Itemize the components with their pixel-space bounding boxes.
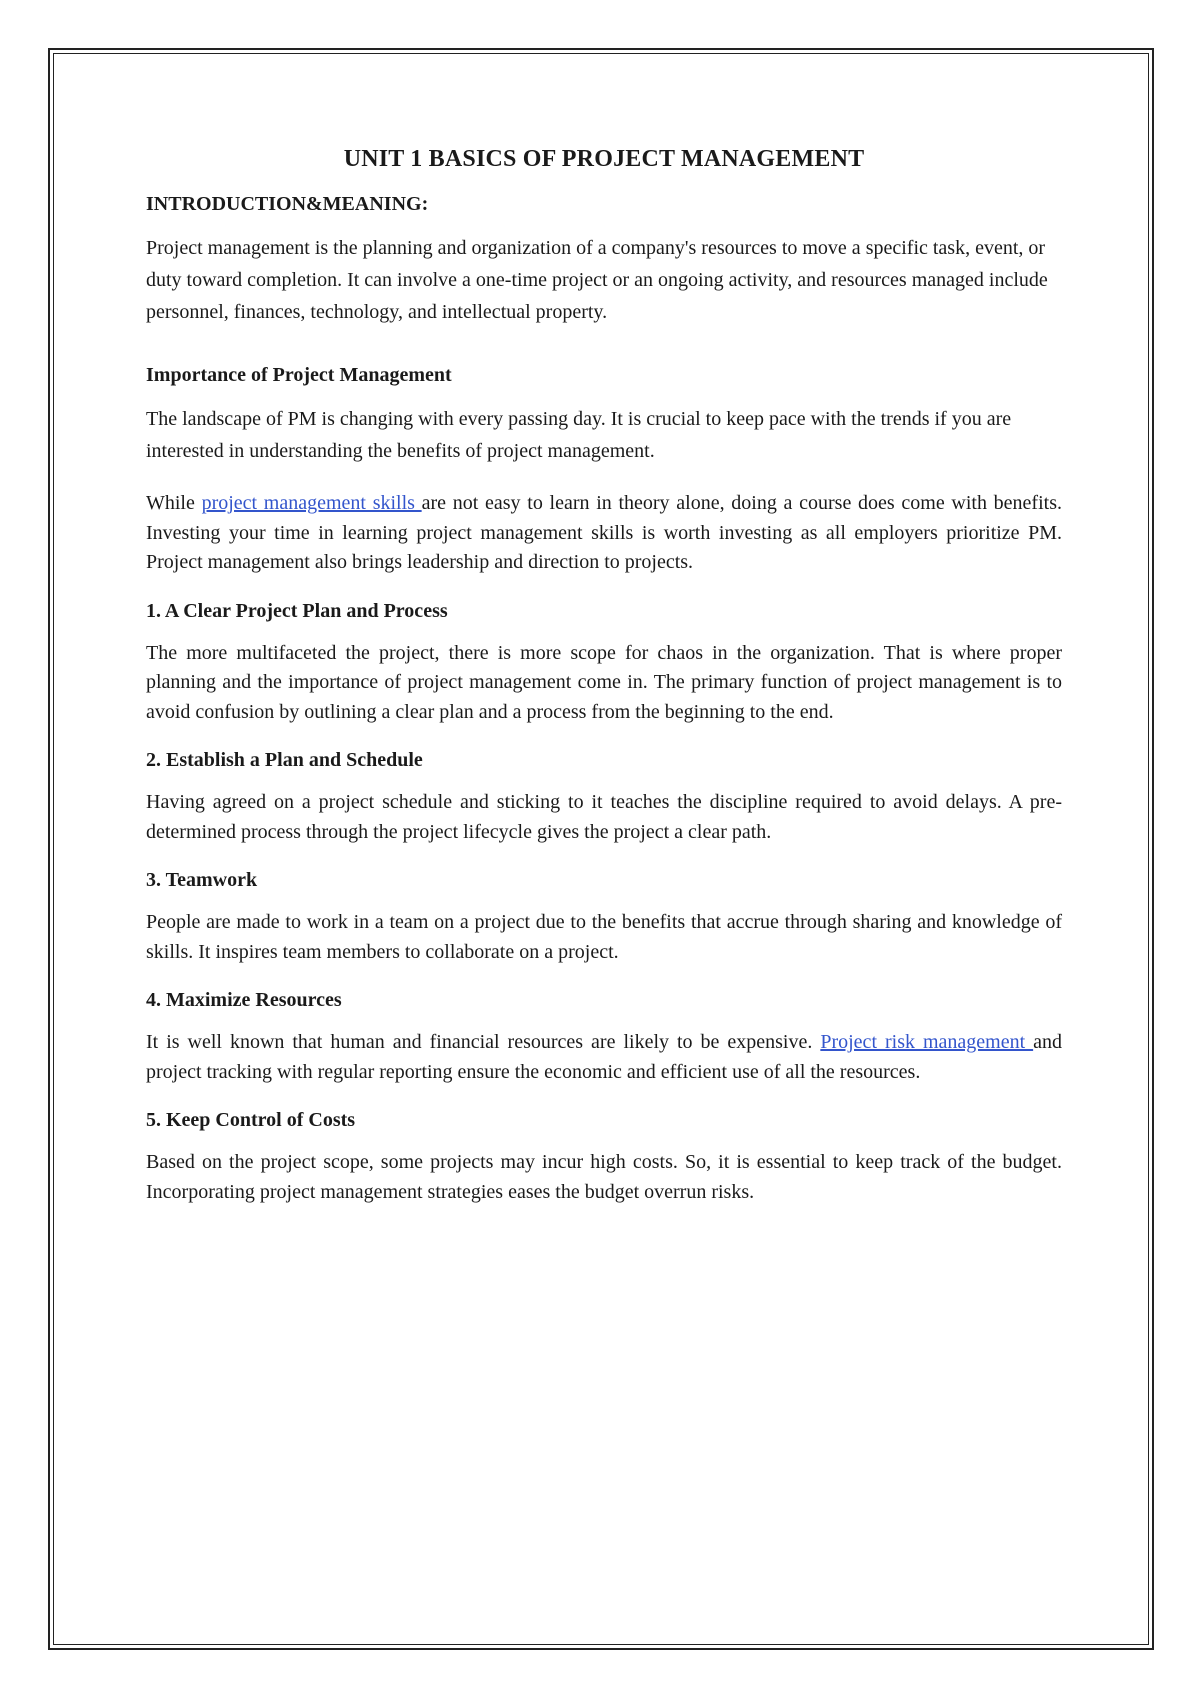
section-heading-1: 1. A Clear Project Plan and Process: [146, 599, 448, 622]
project-risk-management-link[interactable]: Project risk management: [820, 1031, 1034, 1053]
section-text-2: Having agreed on a project schedule and sticking to it teaches the discipline required to avoid delays. A pre-determined process through the project lifecycle gives the project a clear path.: [146, 791, 1062, 843]
importance-heading: Importance of Project Management: [146, 364, 452, 386]
section-text-3: People are made to work in a team on a project due to the benefits that accrue through sharing and knowledge of skills. It inspires team members to collaborate on a project.: [146, 911, 1062, 963]
section-4-text-post: and project tracking with regular reporting ensure the economic and efficient use of all the resources.: [146, 1031, 1063, 1083]
document-body: [146, 146, 1062, 1229]
section-text-5: Based on the project scope, some projects may incur high costs. So, it is essential to keep track of the budget. Incorporating project management strategies eases the budget overrun risks.: [146, 1151, 1062, 1203]
importance-text-pre: While: [146, 492, 202, 514]
section-heading-2: 2. Establish a Plan and Schedule: [146, 749, 423, 771]
section-heading-5: 5. Keep Control of Costs: [146, 1109, 356, 1131]
importance-paragraph-1: The landscape of PM is changing with every passing day. It is crucial to keep pace with the trends if you are interested in understanding the benefits of project management.: [146, 408, 1012, 462]
section-heading-4: 4. Maximize Resources: [146, 989, 342, 1011]
importance-text-post: are not easy to learn in theory alone, doing a course does come with benefits. Investing your time in learning project management skills is worth investing as all employers prioritize PM. Project management also brings leadership and direction to projects.: [146, 492, 1062, 573]
section-text-1: The more multifaceted the project, there is more scope for chaos in the organization. That is where proper planning and the importance of project management come in. The primary function of project management is to avoid confusion by outlining a clear plan and a process from the beginning to the end.: [146, 641, 1062, 723]
intro-heading: INTRODUCTION&MEANING:: [146, 193, 429, 215]
section-text-4: [146, 1028, 1062, 1087]
importance-paragraph-2: [146, 489, 1062, 578]
page-title: UNIT 1 BASICS OF PROJECT MANAGEMENT: [343, 146, 865, 172]
section-heading-3: 3. Teamwork: [146, 869, 258, 891]
project-management-skills-link[interactable]: project management skills: [201, 492, 422, 514]
section-4-text-pre: It is well known that human and financial resources are likely to be expensive.: [146, 1031, 821, 1053]
intro-paragraph: Project management is the planning and organization of a company's resources to move a specific task, event, or duty toward completion. It can involve a one-time project or an ongoing activity, and resources managed include personnel, finances, technology, and intellectual property.: [146, 237, 1048, 323]
